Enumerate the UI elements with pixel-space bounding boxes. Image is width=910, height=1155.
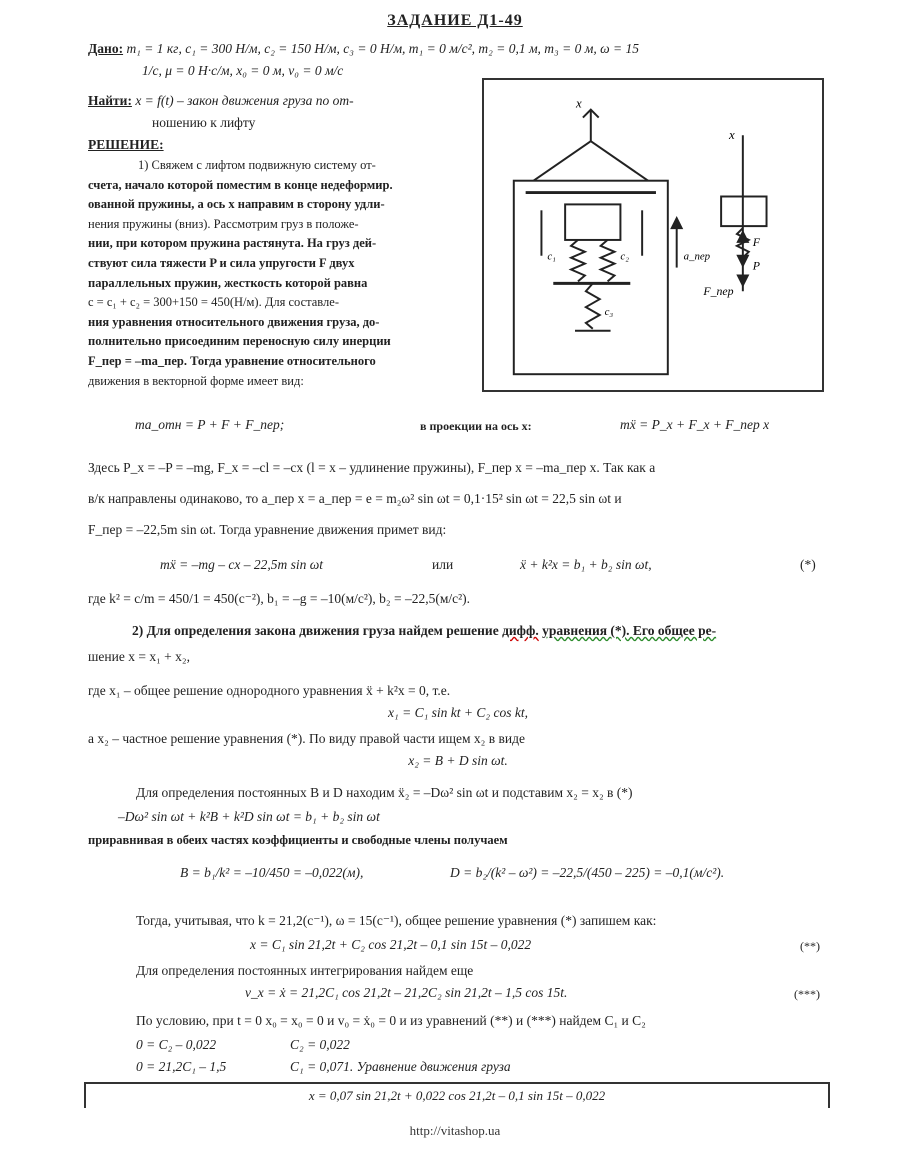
paragraph-line: счета, начало которой поместим в конце недеформир.: [88, 177, 393, 192]
solution-paragraph-5: а x₂ – частное решение уравнения (*). По виду правой части ищем x₂ в виде: [88, 731, 525, 746]
mechanism-figure: [482, 78, 824, 392]
find-label: Найти:: [88, 93, 132, 108]
solution-paragraph-8: приравнивая в обеих частях коэффициенты и свободные члены получаем: [88, 833, 508, 847]
system-row-1a: 0 = C₂ – 0,022: [136, 1037, 217, 1052]
find-line-1: x = f(t) – закон движения груза по от-: [135, 93, 354, 108]
equation-motion: mẍ = –mg – cx – 22,5m sin ωt: [160, 557, 323, 572]
equation-where: где k² = c/m = 450/1 = 450(с⁻²), b₁ = –g = –10(м/с²), b₂ = –22,5(м/с²).: [88, 591, 471, 606]
equation-d: D = b₂/(k² – ω²) = –22,5/(450 – 225) = –0,1(м/с²).: [450, 865, 725, 880]
paragraph-line: ствуют сила тяжести P и сила упругости F двух: [88, 255, 355, 270]
solution-paragraph-11: По условию, при t = 0 x₀ = x₀ = 0 и v₀ = ẋ₀ = 0 и из уравнений (**) и (***) найдем C₁ и C₂: [136, 1013, 646, 1028]
find-line-2: ношению к лифту: [152, 115, 256, 130]
equation-tag-2: (**): [800, 939, 820, 953]
inertia-force-label: F_пер: [703, 284, 734, 299]
system-row-1b: C₂ = 0,022: [290, 1037, 350, 1052]
acceleration-label: a_пер: [683, 250, 711, 263]
spring-c1-label: c₁: [547, 250, 556, 263]
paragraph-line: 1) Свяжем с лифтом подвижную систему от-: [138, 158, 376, 172]
axis-x-label-right: x: [729, 128, 735, 143]
given-label: Дано:: [88, 41, 124, 56]
paragraph-line: ованной пружины, а ось x направим в сторону удли-: [88, 197, 385, 212]
spring-c3-label: c₃: [604, 305, 614, 318]
equation-or: или: [432, 557, 454, 572]
paragraph-line: Здесь P_x = –P = –mg, F_x = –cl = –cx (l = x – удлинение пружины), F_пер x = –ma_пер x. Так как а: [88, 460, 656, 475]
paragraph-line: в/к направлены одинаково, то a_пер x = a_пер = e = m₂ω² sin ωt = 0,1·15² sin ωt = 22,5 sin ωt и: [88, 491, 622, 506]
solution-paragraph-6: Для определения постоянных B и D находим ẍ₂ = –Dω² sin ωt и подставим x₂ = x₂ в (*): [136, 785, 633, 800]
solution-label: РЕШЕНИЕ:: [88, 137, 164, 152]
solution-paragraph-10: Для определения постоянных интегрирования найдем еще: [136, 963, 474, 978]
paragraph-text: 2) Для определения закона движения груза найдем решение: [132, 623, 499, 638]
paragraph-line: c = c₁ + c₂ = 300+150 = 450(Н/м). Для составле-: [88, 295, 339, 310]
page-title: ЗАДАНИЕ Д1-49: [387, 12, 523, 29]
force-p-label: P: [752, 258, 760, 273]
mechanism-diagram: [484, 80, 822, 390]
paragraph-line: F_пер = –ma_пер. Тогда уравнение относительного: [88, 353, 376, 368]
paragraph-line: движения в векторной форме имеет вид:: [88, 373, 304, 388]
solution-paragraph-3-line-2: шение x = x₁ + x₂,: [88, 649, 190, 664]
axis-x-label-left: x: [575, 96, 582, 111]
solution-paragraph-7: –Dω² sin ωt + k²B + k²D sin ωt = b₁ + b₂ sin ωt: [118, 809, 380, 824]
equation-x1: x₁ = C₁ sin kt + C₂ cos kt,: [388, 705, 528, 720]
spring-c2-label: c₂: [620, 250, 630, 263]
equation-tag-3: (***): [794, 987, 820, 1001]
solution-paragraph-1: [88, 156, 478, 391]
paragraph-line: параллельных пружин, жесткость которой равна: [88, 275, 368, 290]
equation-vector: ma_отн = P + F + F_пер;: [135, 417, 285, 432]
paragraph-green: уравнения (*). Его общее ре-: [542, 623, 717, 638]
equation-general: x = C₁ sin 21,2t + C₂ cos 21,2t – 0,1 sin 15t – 0,022: [250, 937, 532, 952]
paragraph-line: нии, при котором пружина растянута. На груз дей-: [88, 236, 377, 251]
system-row-2a: 0 = 21,2C₁ – 1,5: [136, 1059, 227, 1074]
equation-x2: x₂ = B + D sin ωt.: [408, 753, 508, 768]
footer-url[interactable]: http://vitashop.ua: [409, 1123, 501, 1138]
equation-canonical: ẍ + k²x = b₁ + b₂ sin ωt,: [520, 557, 652, 572]
given-line-1: m₁ = 1 кг, c₁ = 300 Н/м, c₂ = 150 Н/м, c₃ = 0 Н/м, m₁ = 0 м/с², m₂ = 0,1 м, m₃ = 0 м, ω = 15: [126, 41, 639, 56]
solution-paragraph-3: [88, 622, 828, 640]
force-f-label: F: [752, 234, 760, 249]
final-equation: x = 0,07 sin 21,2t + 0,022 cos 21,2t – 0,1 sin 15t – 0,022: [308, 1088, 606, 1103]
solution-paragraph-9: Тогда, учитывая, что k = 21,2(с⁻¹), ω = 15(с⁻¹), общее решение уравнения (*) запишем как:: [136, 913, 657, 928]
given-line-2: 1/с, μ = 0 Н·с/м, x₀ = 0 м, v₀ = 0 м/с: [142, 63, 344, 78]
solution-paragraph-4: где x₁ – общее решение однородного уравнения ẍ + k²x = 0, т.е.: [88, 683, 451, 698]
paragraph-line: ния уравнения относительного движения груза, до-: [88, 314, 380, 329]
paragraph-line: полнительно присоединим переносную силу инерции: [88, 334, 391, 349]
paragraph-line: F_пер = –22,5m sin ωt. Тогда уравнение движения примет вид:: [88, 522, 447, 537]
find-block: [88, 92, 478, 110]
equation-velocity: v_x = ẋ = 21,2C₁ cos 21,2t – 21,2C₂ sin 21,2t – 1,5 cos 15t.: [245, 985, 568, 1000]
solution-paragraph-2: [88, 452, 828, 545]
equation-projection-label: в проекции на ось x:: [420, 419, 532, 433]
given-block: [88, 40, 878, 58]
final-equation-box: [84, 1082, 830, 1108]
equation-projection: mẍ = P_x + F_x + F_пер x: [620, 417, 770, 432]
equation-tag-star: (*): [800, 557, 816, 572]
paragraph-line: нения пружины (вниз). Рассмотрим груз в положе-: [88, 216, 359, 231]
system-row-2b: C₁ = 0,071. Уравнение движения груза: [290, 1059, 511, 1074]
paragraph-red: дифф.: [502, 623, 539, 638]
equation-b: B = b₁/k² = –10/450 = –0,022(м),: [180, 865, 364, 880]
